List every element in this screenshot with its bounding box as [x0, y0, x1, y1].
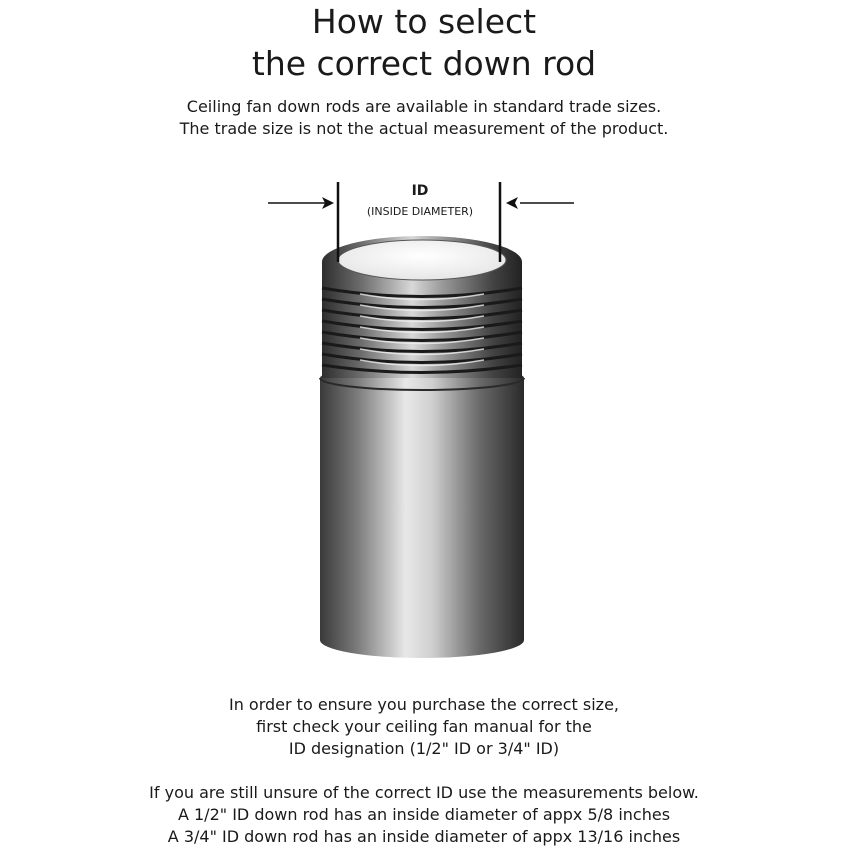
instructions-line-3: ID designation (1/2" ID or 3/4" ID) — [288, 739, 560, 758]
rod-opening — [322, 236, 522, 288]
instructions-line-1: In order to ensure you purchase the correct size, — [228, 695, 620, 714]
instructions-line-2: first check your ceiling fan manual for the — [256, 717, 592, 736]
measurement-half-inch: A 1/2" ID down rod has an inside diameter of appx 5/8 inches — [177, 805, 671, 824]
rod-body — [320, 366, 524, 658]
left-arrow-icon — [268, 197, 334, 209]
subtitle-line-1: Ceiling fan down rods are available in standard trade sizes. — [186, 97, 662, 116]
right-arrow-icon — [506, 197, 574, 209]
id-sublabel: (INSIDE DIAMETER) — [366, 205, 474, 218]
page-title-line-1: How to select — [311, 2, 537, 41]
subtitle-line-2: The trade size is not the actual measurement of the product. — [179, 119, 669, 138]
measurement-three-quarter-inch: A 3/4" ID down rod has an inside diameter of appx 13/16 inches — [167, 827, 681, 846]
id-label: ID — [411, 183, 429, 199]
page-title-line-2: the correct down rod — [251, 44, 597, 83]
measurement-intro: If you are still unsure of the correct ID use the measurements below. — [149, 783, 699, 802]
